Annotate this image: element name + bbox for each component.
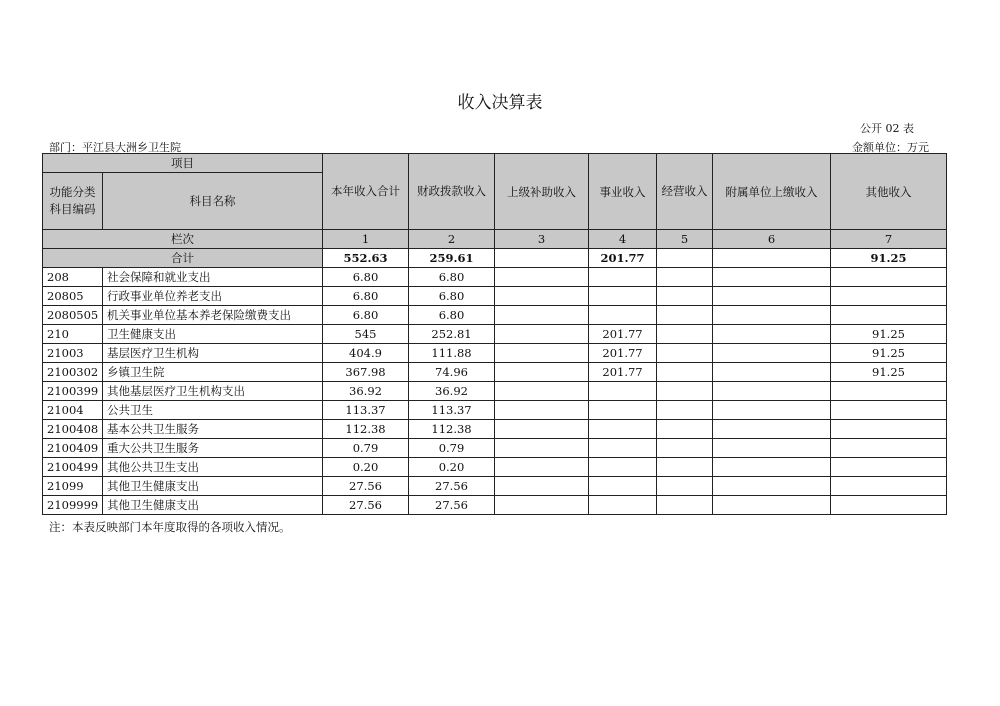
column-index: 3 <box>495 230 589 249</box>
row-value: 252.81 <box>409 325 495 344</box>
row-value <box>657 382 713 401</box>
row-value <box>713 344 831 363</box>
row-value: 201.77 <box>589 344 657 363</box>
row-value <box>831 496 947 515</box>
header-name: 科目名称 <box>103 173 323 230</box>
header-project: 项目 <box>43 154 323 173</box>
row-value: 91.25 <box>831 325 947 344</box>
row-name: 其他卫生健康支出 <box>103 477 323 496</box>
row-value <box>589 401 657 420</box>
row-value <box>831 477 947 496</box>
row-code: 208 <box>43 268 103 287</box>
total-value: 259.61 <box>409 249 495 268</box>
row-name: 其他基层医疗卫生机构支出 <box>103 382 323 401</box>
row-value: 6.80 <box>409 306 495 325</box>
table-row <box>43 458 947 477</box>
row-value: 6.80 <box>323 268 409 287</box>
row-value <box>657 325 713 344</box>
row-value: 36.92 <box>409 382 495 401</box>
column-index: 5 <box>657 230 713 249</box>
row-name: 乡镇卫生院 <box>103 363 323 382</box>
row-value <box>831 287 947 306</box>
row-value <box>713 382 831 401</box>
column-index: 6 <box>713 230 831 249</box>
column-index: 4 <box>589 230 657 249</box>
row-value <box>713 325 831 344</box>
row-value <box>589 477 657 496</box>
row-value <box>657 287 713 306</box>
row-value <box>495 420 589 439</box>
row-value <box>657 401 713 420</box>
row-value: 113.37 <box>323 401 409 420</box>
row-value <box>831 401 947 420</box>
row-value <box>657 477 713 496</box>
header-operating: 经营收入 <box>657 154 713 230</box>
total-value <box>495 249 589 268</box>
row-value: 367.98 <box>323 363 409 382</box>
row-value <box>495 268 589 287</box>
row-value <box>713 496 831 515</box>
row-value <box>713 363 831 382</box>
row-value: 113.37 <box>409 401 495 420</box>
header-affiliated: 附属单位上缴收入 <box>713 154 831 230</box>
row-value <box>831 458 947 477</box>
row-name: 行政事业单位养老支出 <box>103 287 323 306</box>
table-row <box>43 306 947 325</box>
row-value <box>713 420 831 439</box>
row-value <box>589 439 657 458</box>
row-name: 基本公共卫生服务 <box>103 420 323 439</box>
row-value <box>713 306 831 325</box>
total-value <box>713 249 831 268</box>
form-number: 公开 02 表 <box>860 122 914 135</box>
row-value <box>589 420 657 439</box>
row-value: 6.80 <box>409 268 495 287</box>
row-value: 27.56 <box>409 477 495 496</box>
column-index-label: 栏次 <box>43 230 323 249</box>
column-index: 1 <box>323 230 409 249</box>
row-value: 27.56 <box>409 496 495 515</box>
row-value: 74.96 <box>409 363 495 382</box>
row-value <box>713 439 831 458</box>
row-name: 社会保障和就业支出 <box>103 268 323 287</box>
table-row <box>43 496 947 515</box>
row-value <box>495 401 589 420</box>
row-value: 112.38 <box>409 420 495 439</box>
row-value: 404.9 <box>323 344 409 363</box>
table-row <box>43 363 947 382</box>
row-value <box>657 344 713 363</box>
row-value <box>589 382 657 401</box>
row-value: 91.25 <box>831 344 947 363</box>
row-value <box>589 306 657 325</box>
row-value: 545 <box>323 325 409 344</box>
row-name: 重大公共卫生服务 <box>103 439 323 458</box>
row-code: 2100409 <box>43 439 103 458</box>
column-index: 2 <box>409 230 495 249</box>
row-code: 2100302 <box>43 363 103 382</box>
row-name: 基层医疗卫生机构 <box>103 344 323 363</box>
table-row <box>43 420 947 439</box>
table-row <box>43 439 947 458</box>
header-code: 功能分类科目编码 <box>43 173 103 230</box>
row-value <box>495 287 589 306</box>
row-value: 201.77 <box>589 325 657 344</box>
table-row <box>43 287 947 306</box>
row-value <box>495 477 589 496</box>
row-code: 21099 <box>43 477 103 496</box>
row-value: 27.56 <box>323 477 409 496</box>
row-name: 机关事业单位基本养老保险缴费支出 <box>103 306 323 325</box>
row-value <box>495 306 589 325</box>
header-total-income: 本年收入合计 <box>323 154 409 230</box>
header-other: 其他收入 <box>831 154 947 230</box>
column-index: 7 <box>831 230 947 249</box>
row-value: 6.80 <box>323 287 409 306</box>
row-code: 21004 <box>43 401 103 420</box>
row-value: 0.20 <box>323 458 409 477</box>
row-value <box>657 496 713 515</box>
table-body <box>43 268 947 515</box>
row-value: 112.38 <box>323 420 409 439</box>
row-value <box>589 496 657 515</box>
table-row <box>43 477 947 496</box>
table-row <box>43 344 947 363</box>
row-value <box>495 344 589 363</box>
row-value <box>657 458 713 477</box>
row-value <box>495 382 589 401</box>
row-value <box>831 306 947 325</box>
row-value: 0.79 <box>409 439 495 458</box>
row-value <box>589 458 657 477</box>
header-business: 事业收入 <box>589 154 657 230</box>
total-value: 201.77 <box>589 249 657 268</box>
row-code: 2100499 <box>43 458 103 477</box>
row-value: 6.80 <box>409 287 495 306</box>
row-value <box>657 420 713 439</box>
total-value: 552.63 <box>323 249 409 268</box>
row-name: 其他公共卫生支出 <box>103 458 323 477</box>
row-value <box>657 439 713 458</box>
row-value <box>831 420 947 439</box>
row-value: 0.79 <box>323 439 409 458</box>
header-fiscal: 财政拨款收入 <box>409 154 495 230</box>
row-value <box>495 439 589 458</box>
row-value <box>495 325 589 344</box>
row-value <box>713 477 831 496</box>
page-title: 收入决算表 <box>457 93 543 113</box>
row-value <box>589 287 657 306</box>
row-code: 2080505 <box>43 306 103 325</box>
table-note: 注：本表反映部门本年度取得的各项收入情况。 <box>49 520 291 534</box>
row-value <box>495 363 589 382</box>
row-value <box>657 363 713 382</box>
row-value <box>657 306 713 325</box>
row-value: 201.77 <box>589 363 657 382</box>
income-final-accounts-table <box>42 153 947 515</box>
table-row <box>43 268 947 287</box>
row-code: 2100408 <box>43 420 103 439</box>
row-code: 21003 <box>43 344 103 363</box>
row-code: 20805 <box>43 287 103 306</box>
table-row <box>43 401 947 420</box>
row-code: 2100399 <box>43 382 103 401</box>
row-value <box>831 439 947 458</box>
row-value <box>713 268 831 287</box>
table-row <box>43 325 947 344</box>
department-label: 部门：平江县大洲乡卫生院 <box>49 141 181 154</box>
row-value <box>831 382 947 401</box>
row-name: 卫生健康支出 <box>103 325 323 344</box>
row-value <box>495 458 589 477</box>
row-value <box>831 268 947 287</box>
table-row <box>43 382 947 401</box>
amount-unit-label: 金额单位：万元 <box>852 141 929 154</box>
row-value: 0.20 <box>409 458 495 477</box>
row-value <box>657 268 713 287</box>
total-row-label: 合计 <box>43 249 323 268</box>
row-value <box>589 268 657 287</box>
total-value: 91.25 <box>831 249 947 268</box>
row-value: 6.80 <box>323 306 409 325</box>
row-code: 210 <box>43 325 103 344</box>
row-name: 其他卫生健康支出 <box>103 496 323 515</box>
header-superior-subsidy: 上级补助收入 <box>495 154 589 230</box>
row-code: 2109999 <box>43 496 103 515</box>
row-value: 27.56 <box>323 496 409 515</box>
row-value: 36.92 <box>323 382 409 401</box>
row-value <box>713 458 831 477</box>
row-value <box>495 496 589 515</box>
row-value <box>713 287 831 306</box>
row-name: 公共卫生 <box>103 401 323 420</box>
row-value: 91.25 <box>831 363 947 382</box>
row-value: 111.88 <box>409 344 495 363</box>
total-value <box>657 249 713 268</box>
row-value <box>713 401 831 420</box>
